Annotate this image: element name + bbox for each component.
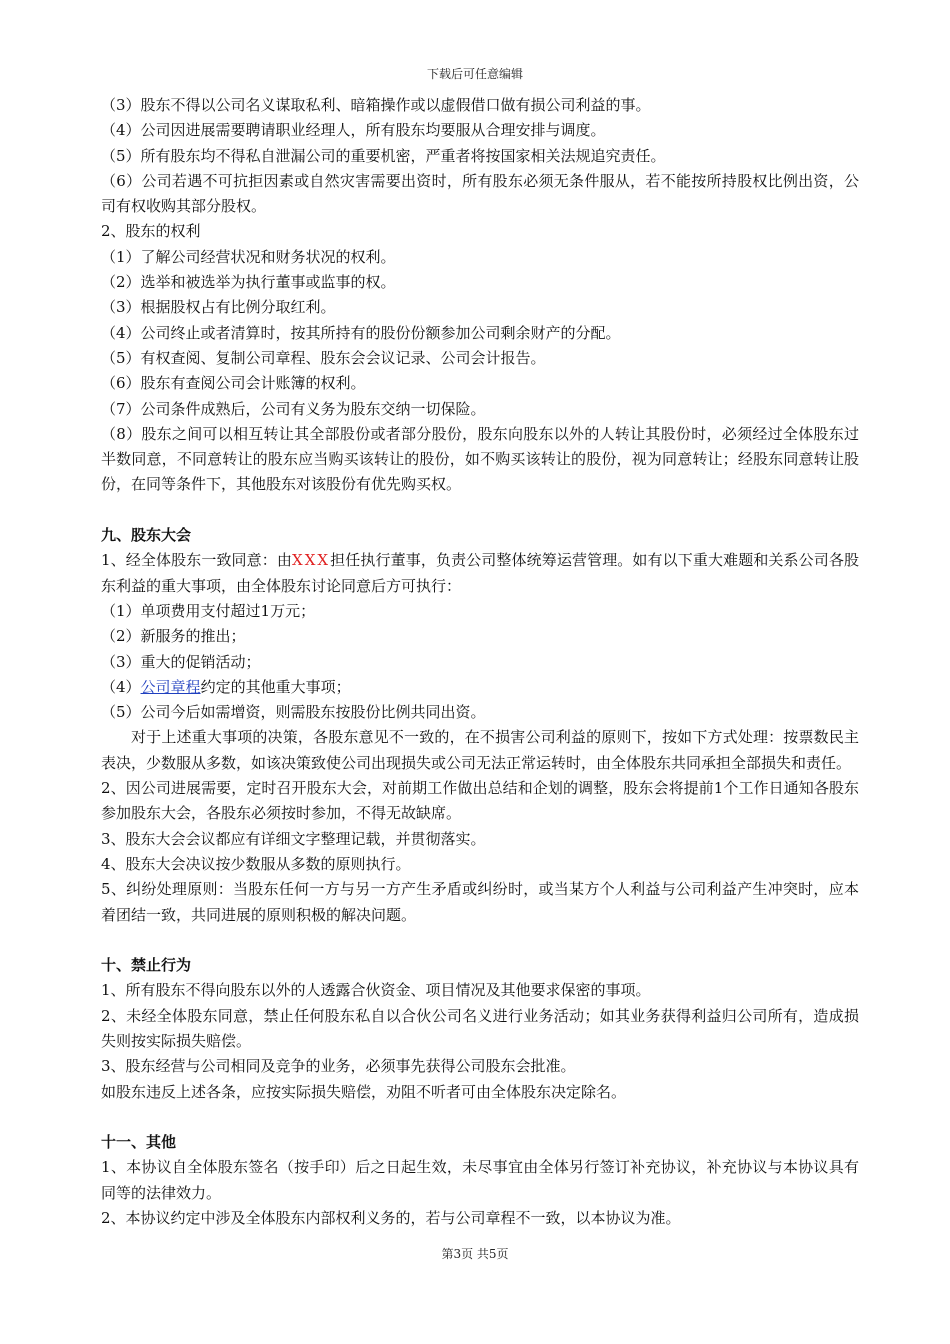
spacer bbox=[101, 928, 859, 953]
meeting-p1-after: 担任执行董事，负责公司整体统筹运营管理。如有以下重大难题和关系公司各股东利益的重大事项，由全体股东讨论同意后方可执行： bbox=[101, 551, 859, 595]
major-matter-item bbox=[101, 675, 859, 700]
prohibited-paragraph-4: 如股东违反上述各条，应按实际损失赔偿，劝阻不听者可由全体股东决定除名。 bbox=[101, 1082, 627, 1101]
rights-item: （2）选举和被选举为执行董事或监事的权。 bbox=[101, 273, 396, 292]
meeting-paragraph-2: 2、因公司进展需要，定时召开股东大会，对前期工作做出总结和企划的调整，股东会将提前1个工作日通知各股东参加股东大会，各股东必须按时参加，不得无故缺席。 bbox=[101, 779, 859, 823]
rights-item: （3）根据股权占有比例分取红利。 bbox=[101, 298, 336, 317]
spacer bbox=[101, 1105, 859, 1130]
rights-item: （7）公司条件成熟后，公司有义务为股东交纳一切保险。 bbox=[101, 399, 486, 418]
prohibited-paragraph-3: 3、股东经营与公司相同及竞争的业务，必须事先获得公司股东会批准。 bbox=[101, 1057, 576, 1076]
meeting-paragraph-5: 5、纠纷处理原则：当股东任何一方与另一方产生矛盾或纠纷时，或当某方个人利益与公司利益产生冲突时，应本着团结一致，共同进展的原则积极的解决问题。 bbox=[101, 880, 859, 924]
prohibited-paragraph-2: 2、未经全体股东同意，禁止任何股东私自以合伙公司名义进行业务活动；如其业务获得利益归公司所有，造成损失则按实际损失赔偿。 bbox=[101, 1006, 859, 1050]
document-body bbox=[101, 93, 859, 1231]
section-heading-other: 十一、其他 bbox=[101, 1133, 177, 1152]
spacer bbox=[101, 498, 859, 523]
rights-item: （4）公司终止或者清算时，按其所持有的股份份额参加公司剩余财产的分配。 bbox=[101, 323, 621, 342]
section-heading-shareholders-meeting: 九、股东大会 bbox=[101, 526, 192, 545]
meeting-paragraph-3: 3、股东大会会议都应有详细文字整理记载，并贯彻落实。 bbox=[101, 829, 486, 848]
other-paragraph-1: 1、本协议自全体股东签名（按手印）后之日起生效，未尽事宜由全体另行签订补充协议，补充协议与本协议具有同等的法律效力。 bbox=[101, 1158, 859, 1202]
page-header: 下载后可任意编辑 bbox=[426, 67, 523, 81]
rights-heading: 2、股东的权利 bbox=[101, 222, 201, 241]
obligation-item: （5）所有股东均不得私自泄漏公司的重要机密，严重者将按国家相关法规追究责任。 bbox=[101, 146, 666, 165]
meeting-paragraph-4: 4、股东大会决议按少数服从多数的原则执行。 bbox=[101, 854, 411, 873]
major-matter-item: （2）新服务的推出； bbox=[101, 627, 246, 646]
item4-prefix: （4） bbox=[101, 677, 141, 696]
page-footer: 第3页 共5页 bbox=[441, 1247, 509, 1261]
prohibited-paragraph-1: 1、所有股东不得向股东以外的人透露合伙资金、项目情况及其他要求保密的事项。 bbox=[101, 981, 651, 1000]
item4-suffix: 约定的其他重大事项； bbox=[200, 677, 351, 696]
obligation-item: （6）公司若遇不可抗拒因素或自然灾害需要出资时，所有股东必须无条件服从，若不能按所持股权比例出资，公司有权收购其部分股权。 bbox=[101, 171, 859, 216]
meeting-paragraph-1 bbox=[101, 548, 859, 599]
rights-item: （1）了解公司经营状况和财务状况的权利。 bbox=[101, 247, 396, 266]
company-charter-link[interactable]: 公司章程 bbox=[140, 677, 201, 696]
obligation-item: （3）股东不得以公司名义谋取私利、暗箱操作或以虚假借口做有损公司利益的事。 bbox=[101, 96, 651, 114]
rights-item: （6）股东有查阅公司会计账簿的权利。 bbox=[101, 374, 366, 393]
rights-item: （8）股东之间可以相互转让其全部股份或者部分股份，股东向股东以外的人转让其股份时，必须经过全体股东过半数同意，不同意转让的股东应当购买该转让的股份，如不购买该转让的股份，视为同意转让；经股东同意转让股份，在同等条件下，其他股东对该股份有优先购买权。 bbox=[101, 424, 859, 494]
rights-item: （5）有权查阅、复制公司章程、股东会会议记录、公司会计报告。 bbox=[101, 348, 546, 367]
meeting-p1-before: 1、经全体股东一致同意：由 bbox=[101, 551, 293, 570]
major-matter-item: （5）公司今后如需增资，则需股东按股份比例共同出资。 bbox=[101, 703, 486, 722]
decision-paragraph: 对于上述重大事项的决策，各股东意见不一致的，在不损害公司利益的原则下，按如下方式处理：按票数民主表决，少数服从多数，如该决策致使公司出现损失或公司无法正常运转时，由全体股东共同承担全部损失和责任。 bbox=[101, 728, 859, 772]
director-name-placeholder: XXX bbox=[292, 551, 331, 570]
other-paragraph-2: 2、本协议约定中涉及全体股东内部权利义务的，若与公司章程不一致，以本协议为准。 bbox=[101, 1209, 681, 1228]
obligation-item: （4）公司因进展需要聘请职业经理人，所有股东均要服从合理安排与调度。 bbox=[101, 121, 606, 140]
section-heading-prohibited-acts: 十、禁止行为 bbox=[101, 956, 192, 975]
major-matter-item: （3）重大的促销活动； bbox=[101, 652, 261, 671]
major-matter-item: （1）单项费用支付超过1万元； bbox=[101, 601, 316, 620]
